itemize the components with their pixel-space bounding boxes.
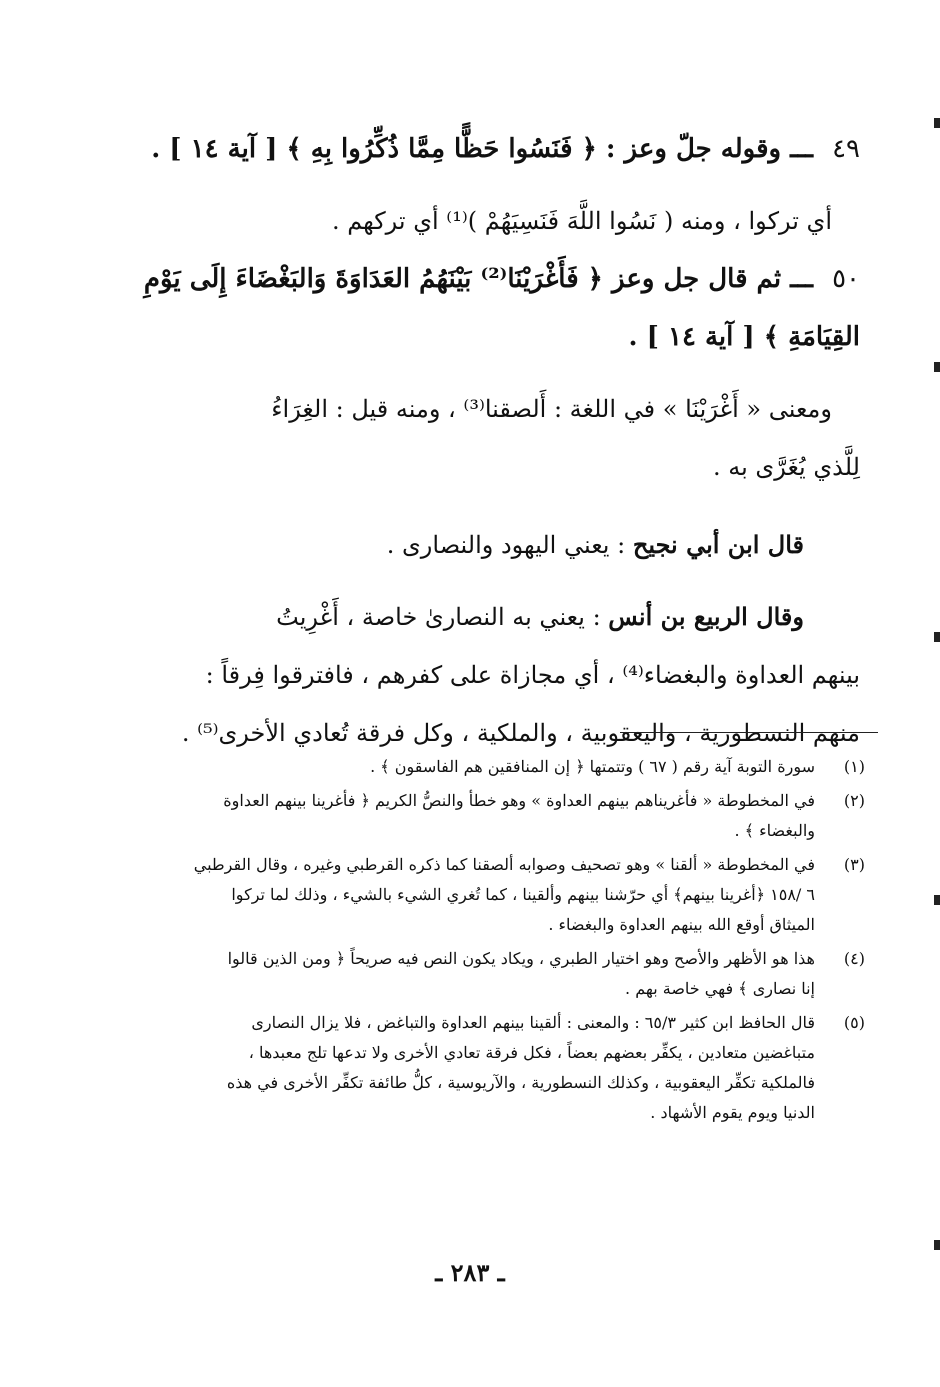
- footnote-number: (١): [843, 757, 865, 776]
- footnote-line: في المخطوطة « ألقنا » وهو تصحيف وصوابه ألصقنا كما ذكره القرطبي وغيره ، وقال القرطبي: [193, 855, 815, 874]
- paragraph: أي تركوا ، ومنه ( نَسُوا اللَّهَ فَنَسِيَهُمْ )⁽¹⁾ أي تركهم .: [331, 207, 832, 235]
- footnote: [120, 752, 865, 782]
- speaker-name: وقال الربيع بن أنس: [608, 602, 804, 631]
- page-number: ـ ٢٨٣ ـ: [435, 1258, 505, 1287]
- footnote-number: (٢): [843, 791, 865, 810]
- item-text-line: ـــ ثم قال جل وعز ﴿ فَأَغْرَيْنَا⁽²⁾ بَيْنَهُمُ العَدَاوَةَ وَالبَغْضَاءَ إِلَى يَوْمِ: [143, 264, 813, 294]
- paragraph-line: منهم النسطورية ، واليعقوبية ، والملكية ، وكل فرقة تُعادي الأخرى⁽⁵⁾ .: [181, 719, 860, 747]
- margin-mark: [934, 118, 940, 128]
- footnote-number: (٤): [843, 949, 865, 968]
- footnote-line: قال الحافظ ابن كثير ٦٥/٣ : والمعنى : ألقينا بينهم العداوة والتباغض ، فلا يزال النصارى: [251, 1013, 815, 1032]
- footnote-line: والبغضاء ﴾ .: [734, 821, 815, 840]
- footnote-line: ٦ /١٥٨ ﴿أغرينا بينهم﴾ أي حرّشنا بينهم وألقينا ، كما تُغري الشيء بالشيء ، وذلك لما تركوا: [231, 885, 815, 904]
- footnote-line: متباغضين متعادين ، يكفِّر بعضهم بعضاً ، فكل فرقة تعادي الأخرى ولا تدعها تلج معبدها ،: [248, 1043, 815, 1062]
- footnote-line: سورة التوبة آية رقم ( ٦٧ ) وتتمتها ﴿ إن المنافقين هم الفاسقون ﴾ .: [370, 757, 815, 776]
- footnote: [120, 850, 865, 940]
- item-number: ٥٠: [832, 264, 860, 294]
- margin-mark: [934, 895, 940, 905]
- verse-item-50-continued: [100, 308, 860, 366]
- margin-mark: [934, 1240, 940, 1250]
- margin-mark: [934, 632, 940, 642]
- footnote-body: [120, 1008, 815, 1128]
- paragraph-line: ومعنى « أَغْرَيْنَا » في اللغة : أَلصقنا⁽³⁾ ، ومنه قيل : الغِرَاءُ: [271, 395, 832, 423]
- footnote-number: (٥): [843, 1013, 865, 1032]
- footnote: [120, 786, 865, 846]
- footnote-line: الدنيا ويوم يقوم الأشهاد .: [650, 1103, 815, 1122]
- verse-item-50: [100, 250, 860, 308]
- footnote: [120, 944, 865, 1004]
- quote-paragraph: [100, 516, 860, 574]
- margin-mark: [934, 362, 940, 372]
- verse-item-49: [100, 120, 860, 178]
- footnote-separator: [620, 732, 878, 733]
- footnote-number: (٣): [843, 855, 865, 874]
- footnotes: [120, 752, 865, 1132]
- footnote-line: في المخطوطة « فأغريناهم بينهم العداوة » وهو خطأ والنصُّ الكريم ﴿ فأغرينا بينهم العداوة: [223, 791, 815, 810]
- speaker-name: قال ابن أبي نجيح: [632, 530, 804, 559]
- main-text: [100, 120, 860, 762]
- quote-paragraph: [100, 588, 860, 646]
- quote-text: : يعني به النصارىٰ خاصة ، أَغْرِيتُ: [276, 603, 601, 631]
- paragraph-line: بينهم العداوة والبغضاء⁽⁴⁾ ، أي مجازاة على كفرهم ، فافترقوا فِرقاً :: [205, 661, 860, 689]
- item-text: ـــ وقوله جلّ وعز : ﴿ فَنَسُوا حَظًّا مِمَّا ذُكِّرُوا بِهِ ﴾ [ آية ١٤ ] .: [151, 134, 813, 164]
- quote-text: : يعني اليهود والنصارى .: [386, 531, 626, 559]
- footnote-line: فالملكية تكفِّر اليعقوبية ، وكذلك النسطورية ، والآريوسية ، كلُّ طائفة تكفِّر الأخرى في هذه: [226, 1073, 815, 1092]
- footnote: [120, 1008, 865, 1128]
- item-text-line: القِيَامَةِ ﴾ [ آية ١٤ ] .: [628, 322, 860, 352]
- paragraph-line: لِلَّذي يُغَرَّى به .: [713, 453, 860, 481]
- footnote-line: الميثاق أوقع الله بينهم العداوة والبغضاء .: [548, 915, 815, 934]
- footnote-line: هذا هو الأظهر والأصح وهو اختيار الطبري ، ويكاد يكون النص فيه صريحاً ﴿ ومن الذين قالوا: [227, 949, 815, 968]
- footnote-line: إنا نصارى ﴾ فهي خاصة بهم .: [625, 979, 815, 998]
- footnote-body: [120, 850, 815, 940]
- footnote-body: [120, 752, 815, 782]
- item-number: ٤٩: [832, 134, 860, 164]
- footnote-body: [120, 944, 815, 1004]
- footnote-body: [120, 786, 815, 846]
